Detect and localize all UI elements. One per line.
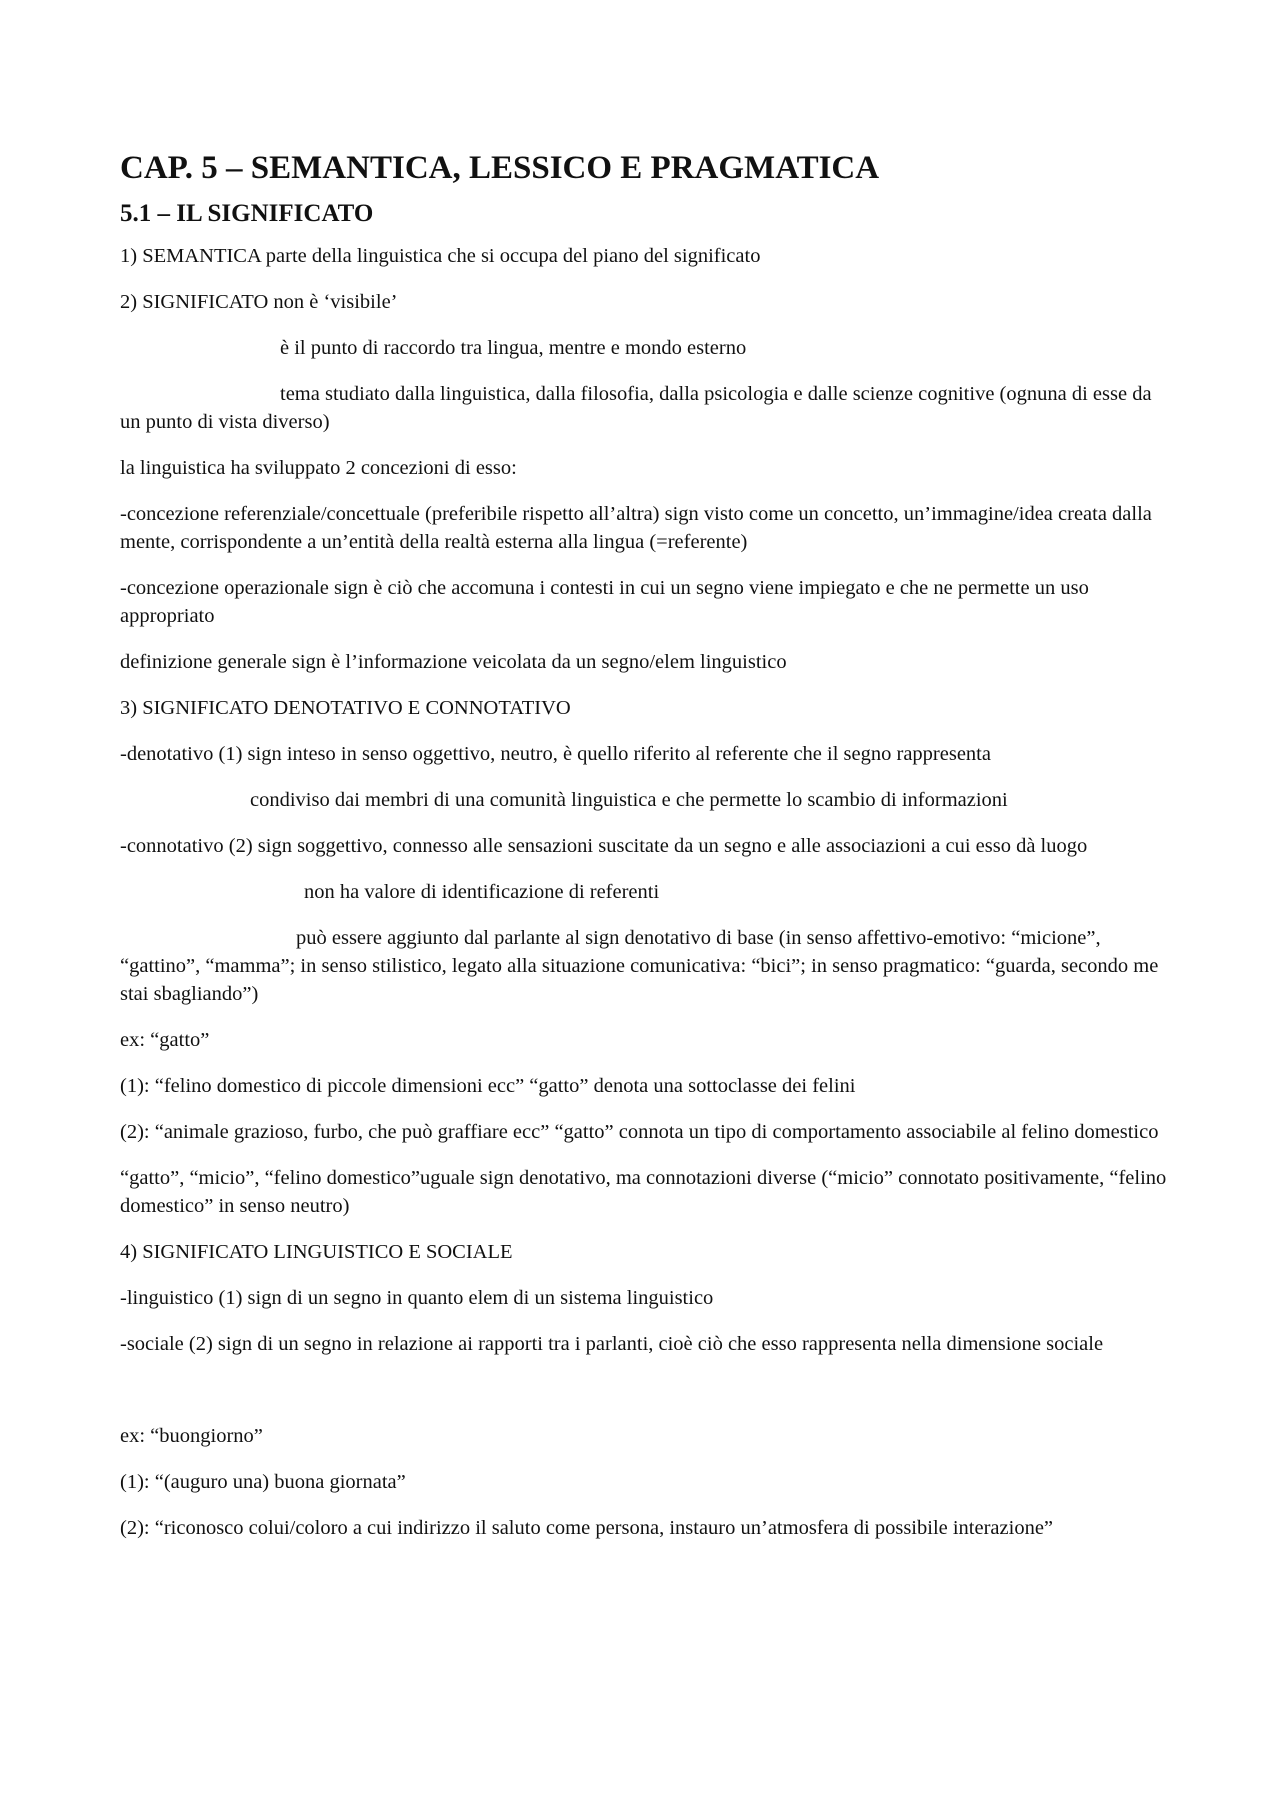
example-gatto: ex: “gatto”: [120, 1029, 210, 1051]
paragraph-non-ha-valore: non ha valore di identificazione di referenti: [304, 881, 660, 903]
paragraph-definizione-generale: definizione generale sign è l’informazione veicolata da un segno/elem linguistico: [120, 651, 787, 673]
paragraph-concezione-referenziale: -concezione referenziale/concettuale (preferibile rispetto all’altra) sign visto come un concetto, un’immagine/idea creata dalla mente, corrispondente a un’entità della realtà esterna alla lingua (=referente): [120, 503, 1152, 553]
paragraph-gatto-micio: “gatto”, “micio”, “felino domestico”uguale sign denotativo, ma connotazioni diverse (“micio” connotato positivamente, “felino domestico” in senso neutro): [120, 1167, 1167, 1217]
paragraph-concezione-operazionale: -concezione operazionale sign è ciò che accomuna i contesti in cui un segno viene impiegato e che ne permette un uso appropriato: [120, 577, 1089, 627]
paragraph-concezioni-intro: la linguistica ha sviluppato 2 concezioni di esso:: [120, 457, 517, 479]
paragraph-raccordo: è il punto di raccordo tra lingua, mentre e mondo esterno: [280, 337, 747, 359]
example-gatto-denotativo: (1): “felino domestico di piccole dimensioni ecc” “gatto” denota una sottoclasse dei felini: [120, 1075, 856, 1097]
paragraph-significato: 2) SIGNIFICATO non è ‘visibile’: [120, 291, 398, 313]
section-title: 5.1 – IL SIGNIFICATO: [120, 200, 374, 227]
document-body: [120, 148, 1170, 1560]
heading-denotativo-connotativo: 3) SIGNIFICATO DENOTATIVO E CONNOTATIVO: [120, 697, 571, 719]
example-gatto-connotativo: (2): “animale grazioso, furbo, che può graffiare ecc” “gatto” connota un tipo di comportamento associabile al felino domestico: [120, 1121, 1159, 1143]
paragraph-denotativo: -denotativo (1) sign inteso in senso oggettivo, neutro, è quello riferito al referente che il segno rappresenta: [120, 743, 991, 765]
paragraph-tema-studiato: tema studiato dalla linguistica, dalla filosofia, dalla psicologia e dalle scienze cognitive (ognuna di esse da un punto di vista diverso): [120, 383, 1152, 433]
blank-line: [120, 1376, 1170, 1422]
heading-linguistico-sociale: 4) SIGNIFICATO LINGUISTICO E SOCIALE: [120, 1241, 513, 1263]
paragraph-condiviso: condiviso dai membri di una comunità linguistica e che permette lo scambio di informazioni: [250, 789, 1008, 811]
example-buongiorno-sociale: (2): “riconosco colui/coloro a cui indirizzo il saluto come persona, instauro un’atmosfera di possibile interazione”: [120, 1517, 1054, 1539]
paragraph-sociale: -sociale (2) sign di un segno in relazione ai rapporti tra i parlanti, cioè ciò che esso rappresenta nella dimensione sociale: [120, 1333, 1104, 1355]
paragraph-puo-essere-aggiunto: può essere aggiunto dal parlante al sign denotativo di base (in senso affettivo-emotivo: “micione”, “gattino”, “mamma”; in senso stilistico, legato alla situazione comunicativa: “bici”; in senso pragmatico: “guarda, secondo me stai sbagliando”): [120, 927, 1159, 1005]
paragraph-semantica: 1) SEMANTICA parte della linguistica che si occupa del piano del significato: [120, 245, 761, 267]
paragraph-linguistico: -linguistico (1) sign di un segno in quanto elem di un sistema linguistico: [120, 1287, 714, 1309]
chapter-title: CAP. 5 – SEMANTICA, LESSICO E PRAGMATICA: [120, 150, 880, 186]
example-buongiorno-linguistico: (1): “(auguro una) buona giornata”: [120, 1471, 406, 1493]
example-buongiorno: ex: “buongiorno”: [120, 1425, 263, 1447]
paragraph-connotativo: -connotativo (2) sign soggettivo, connesso alle sensazioni suscitate da un segno e alle associazioni a cui esso dà luogo: [120, 835, 1088, 857]
